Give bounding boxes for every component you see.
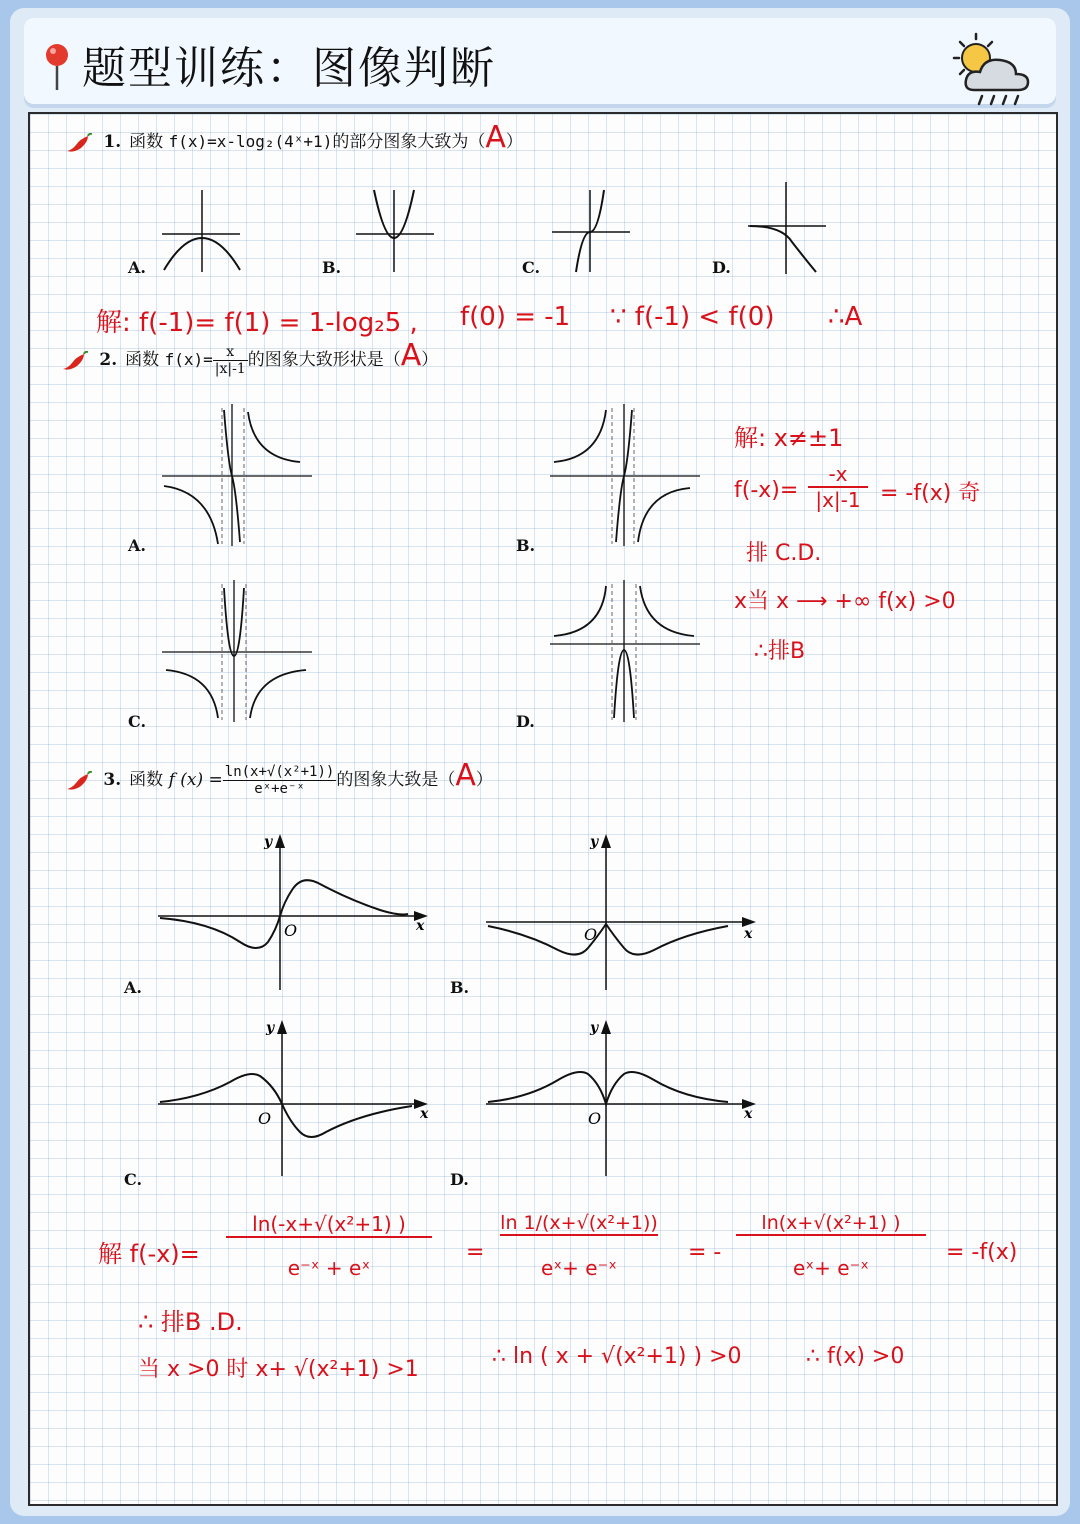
q3-solution-eq2: = -	[688, 1240, 722, 1265]
q3c-x-label: x	[420, 1106, 429, 1122]
q3a-y-label: y	[264, 834, 273, 850]
question-2-fraction: $\frac{x}{|x|-1}$	[214, 344, 246, 377]
q3-option-b-label: B.	[450, 978, 470, 997]
q2-solution-fneg: f(-x)=	[734, 478, 799, 503]
q3-option-a-label: A.	[124, 978, 142, 997]
q3a-origin-label: O	[284, 921, 298, 940]
q2-solution-domain: 解: x≠±1	[734, 424, 844, 452]
question-3-fraction: $\frac{\text{ln(x+√(x²+1))}}{\text{eˣ+e⁻ˣ}}$	[224, 764, 335, 797]
q2-graph-c	[160, 578, 316, 724]
q3-graph-b	[478, 826, 768, 994]
q1-option-b-label: B.	[322, 258, 342, 277]
q2-solution-odd: = -f(x) 奇	[880, 481, 981, 506]
q3d-origin-label: O	[588, 1109, 602, 1128]
question-2: 2. 函数 f(x)= $\frac{x}{|x|-1}$ 的图象大致形状是（A）	[62, 338, 438, 377]
q3d-x-label: x	[744, 1106, 753, 1122]
q3-solution-eq1: =	[466, 1240, 485, 1265]
question-1-answer: A	[485, 120, 506, 155]
q3-graph-a	[150, 826, 440, 994]
q3-solution-fneg: 解 f(-x)=	[98, 1240, 200, 1268]
page-title: 题型训练：图像判断	[82, 43, 496, 94]
question-1-formula: f(x)=x-log₂(4ˣ+1)	[168, 132, 333, 151]
q1-graph-b	[354, 186, 438, 276]
q3-solution-frac1-den: e⁻ˣ + eˣ	[287, 1256, 371, 1280]
q1-option-c-label: C.	[522, 258, 541, 277]
q3d-y-label: y	[590, 1020, 599, 1036]
q2-option-b-label: B.	[516, 536, 536, 555]
question-2-answer: A	[400, 338, 422, 373]
q1-solution-compare: ∵ f(-1) < f(0)	[610, 302, 775, 332]
q2-option-a-label: A.	[128, 536, 146, 555]
q2-graph-d	[548, 578, 704, 724]
q2-option-d-label: D.	[516, 712, 535, 731]
q2-solution-frac-den: |x|-1	[815, 488, 861, 512]
pin-icon	[42, 42, 72, 92]
q1-solution-f0: f(0) = -1	[460, 302, 571, 332]
q3-solution-ln-positive: ∴ ln ( x + √(x²+1) ) >0	[492, 1344, 742, 1369]
q3-solution-frac3-den: eˣ+ e⁻ˣ	[792, 1256, 870, 1280]
chili-icon	[66, 133, 92, 153]
q3-solution-conclusion: ∴ f(x) >0	[806, 1344, 905, 1369]
q2-graph-b	[548, 402, 704, 548]
q3c-y-label: y	[266, 1020, 275, 1036]
q3-solution-odd: = -f(x)	[946, 1240, 1018, 1265]
chili-icon	[62, 351, 88, 371]
q3b-origin-label: O	[584, 925, 598, 944]
q3-solution-exclude: ∴ 排B .D.	[138, 1308, 243, 1336]
q1-graph-a	[160, 186, 244, 276]
q3-solution-frac3-num: ln(x+√(x²+1) )	[736, 1212, 926, 1236]
q3c-origin-label: O	[258, 1109, 272, 1128]
q1-option-a-label: A.	[128, 258, 146, 277]
q3-option-c-label: C.	[124, 1170, 143, 1189]
q3b-y-label: y	[590, 834, 599, 850]
q3-solution-positive-x: 当 x >0 时 x+ √(x²+1) >1	[138, 1357, 419, 1382]
q3-solution-frac2-den: eˣ+ e⁻ˣ	[540, 1256, 618, 1280]
question-3: 3. 函数 f (x) = $\frac{\text{ln(x+√(x²+1))}}{\text{eˣ+e⁻ˣ}}$ 的图象大致是（A）	[66, 758, 493, 797]
q3-graph-c	[150, 1012, 440, 1180]
sun-cloud-rain-icon	[940, 28, 1036, 108]
q2-solution-frac-num: -x	[808, 462, 868, 488]
q2-solution-limit: x当 x ⟶ +∞ f(x) >0	[734, 589, 956, 614]
q3-option-d-label: D.	[450, 1170, 469, 1189]
q1-graph-c	[550, 186, 634, 276]
q3-solution-frac2-num: ln 1/(x+√(x²+1))	[500, 1212, 658, 1234]
q2-graph-a	[160, 402, 316, 548]
q2-solution-exclude-b: ∴排B	[754, 639, 806, 664]
q2-solution-exclude-cd: 排 C.D.	[746, 541, 822, 566]
header-banner	[24, 18, 1056, 104]
question-3-answer: A	[455, 758, 476, 793]
q1-option-d-label: D.	[712, 258, 731, 277]
q1-graph-d	[746, 180, 830, 276]
q3-solution-frac1-num: ln(-x+√(x²+1) )	[226, 1212, 432, 1238]
chili-icon	[66, 771, 92, 791]
q1-solution-conclusion: ∴A	[828, 302, 863, 332]
q3b-x-label: x	[744, 926, 753, 942]
q3-graph-d	[478, 1012, 768, 1180]
question-1: 1. 函数 f(x)=x-log₂(4ˣ+1)的部分图象大致为（A）	[66, 120, 523, 155]
q1-solution-line1: 解: f(-1)= f(1) = 1-log₂5 ,	[96, 308, 418, 338]
q2-option-c-label: C.	[128, 712, 147, 731]
q3a-x-label: x	[416, 918, 425, 934]
